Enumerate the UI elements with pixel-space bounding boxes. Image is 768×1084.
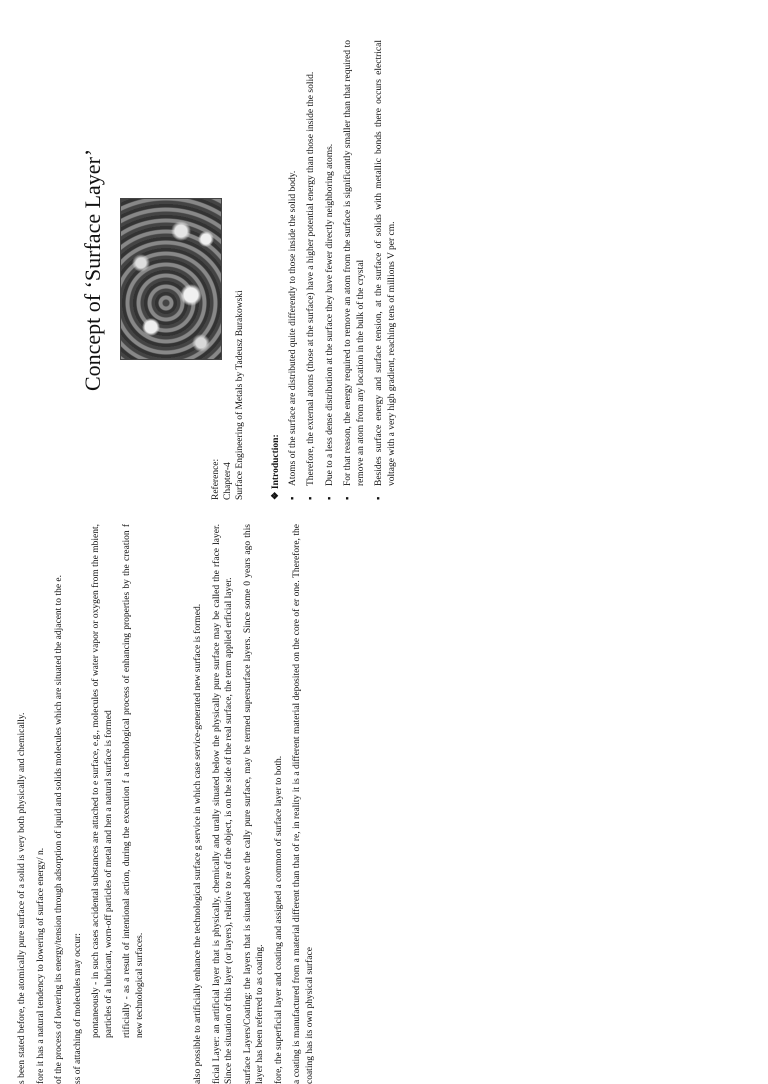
slide2-body bbox=[16, 524, 322, 1084]
reference-block bbox=[210, 220, 246, 500]
bullet-item: ▪ For that reason, the energy required to remove an atom from the surface is significantly smaller than that required to remove an atom from any location in the bulk of the crystal bbox=[342, 40, 367, 500]
paragraph: rtificially - as a result of intentional action, during the execution f a technological process of enhancing properties by the creation f new technological surfaces. bbox=[122, 524, 145, 1038]
reference-line: Reference: bbox=[211, 458, 221, 500]
paragraph: fore it has a natural tendency to lowering of surface energy/ n. bbox=[35, 847, 46, 1084]
reference-line: Chapter-4 bbox=[223, 462, 233, 500]
paragraph: a coating is manufactured from a material different than that of re, in reality it is a different material deposited on the core of er one. Therefore, the coating has its own physical surface bbox=[292, 524, 315, 1084]
paragraph: of the process of lowering its energy/tension through adsorption of iquid and solids molecules which are situated the adjacent to the e. bbox=[54, 574, 64, 1084]
bullet-item: ▪ Due to a less dense distribution at the surface they have fewer directly neighboring atoms. bbox=[324, 40, 337, 500]
introduction-section bbox=[270, 40, 404, 500]
paragraph: also possible to artificially enhance the technological surface g service in which case service-generated new surface is formed. bbox=[193, 603, 203, 1084]
bullet-item: ▪ Atoms of the surface are distributed quite differently to those inside the solid body. bbox=[287, 40, 300, 500]
paragraph: fore, the superficial layer and coating and assigned a common of surface layer to both. bbox=[273, 755, 284, 1084]
paragraph: ficial Layer: an artificial layer that is physically, chemically and urally situated below the physically pure surface may be called the rface layer. Since the situation of this layer (or layers), relative to re of the object, is on the side of the real surface, the term applied erficial layer. bbox=[211, 524, 234, 1084]
paragraph: ss of attaching of molecules may occur: bbox=[72, 933, 83, 1084]
bullet-item: ▪ Therefore, the external atoms (those at the surface) have a higher potential energy than those inside the solid. bbox=[305, 40, 318, 500]
reference-line: Surface Engineering of Metals by Tadeusz Burakowski bbox=[235, 290, 245, 500]
paragraph: surface Layers/Coating: the layers that is situated above the cally pure surface, may be termed supersurface layers. Since some 0 years ago this layer has been referred to as coating. bbox=[242, 524, 265, 1084]
slide-title: Concept of ‘Surface Layer’ bbox=[80, 148, 105, 392]
slide-surface-layer-continued bbox=[0, 504, 420, 1084]
paragraph: s been stated before, the atomically pure surface of a solid is very both physically and chemically. bbox=[17, 712, 27, 1084]
bullet-item: ▪ Besides surface energy and surface tension, at the surface of solids with metallic bonds there occurs electrical voltage with a very high gradient, reaching tens of millions V per cm. bbox=[373, 40, 398, 500]
paragraph: pontaneously - in such cases accidental substances are attached to e surface, e.g., molecules of water vapor or oxygen from the mbient, particles of a lubricant, worn-off particles of metal and hen a natural surface is formed bbox=[91, 524, 114, 1038]
slide-surface-layer-intro bbox=[60, 20, 768, 520]
introduction-heading: ❖ Introduction: bbox=[271, 434, 281, 500]
surface-micrograph-image bbox=[120, 198, 222, 360]
